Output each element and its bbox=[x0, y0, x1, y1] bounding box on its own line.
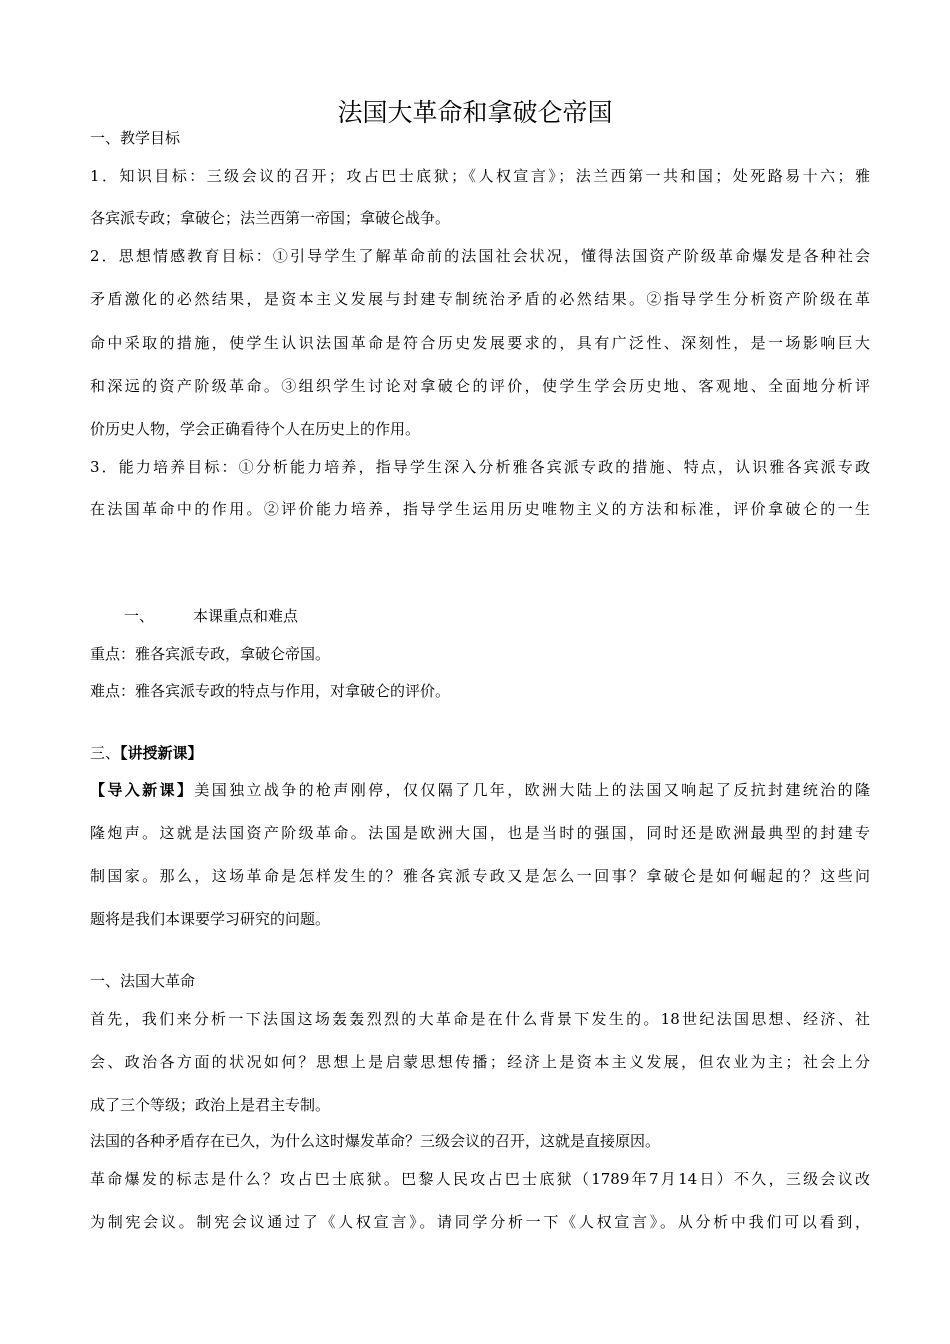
background-line2: 会、政治各方面的状况如何？思想上是启蒙思想传播；经济上是资本主义发展，但农业为主；社会上分 bbox=[90, 1053, 870, 1071]
section2-heading: 本课重点和难点 bbox=[193, 607, 299, 625]
section1-heading: 一、教学目标 bbox=[90, 129, 181, 147]
key-point: 重点：雅各宾派专政，拿破仑帝国。 bbox=[90, 645, 331, 663]
objective-emotion-line2: 矛盾激化的必然结果，是资本主义发展与封建专制统治矛盾的必然结果。②指导学生分析资产阶级在革 bbox=[90, 290, 870, 308]
document-title: 法国大革命和拿破仑帝国 bbox=[337, 98, 613, 127]
objective-knowledge-line2: 各宾派专政；拿破仑；法兰西第一帝国；拿破仑战争。 bbox=[90, 209, 451, 227]
section3-number: 三、 bbox=[90, 744, 121, 762]
background-line3: 成了三个等级；政治上是君主专制。 bbox=[90, 1096, 331, 1114]
objective-ability-line1: 3．能力培养目标：①分析能力培养，指导学生深入分析雅各宾派专政的措施、特点，认识雅各宾派专政 bbox=[90, 458, 870, 476]
section3-heading bbox=[90, 742, 870, 764]
intro-label: 【导入新课】 bbox=[90, 781, 195, 799]
objective-emotion-line1: 2．思想情感教育目标：①引导学生了解革命前的法国社会状况，懂得法国资产阶级革命爆发是各种社会 bbox=[90, 247, 870, 265]
section3-title: 【讲授新课】 bbox=[120, 744, 203, 762]
objective-emotion-line5: 价历史人物，学会正确看待个人在历史上的作用。 bbox=[90, 420, 421, 438]
revolution-line2: 为制宪会议。制宪会议通过了《人权宣言》。请同学分析一下《人权宣言》。从分析中我们可以看到， bbox=[90, 1213, 870, 1231]
difficulty: 难点：雅各宾派专政的特点与作用，对拿破仑的评价。 bbox=[90, 682, 451, 700]
intro-line3: 制国家。那么，这场革命是怎样发生的？雅各宾派专政又是怎么一回事？拿破仑是如何崛起的？这些问 bbox=[90, 867, 870, 885]
objective-knowledge-line1: 1．知识目标：三级会议的召开；攻占巴士底狱；《人权宣言》；法兰西第一共和国；处死路易十六；雅 bbox=[90, 167, 870, 185]
objective-emotion-line4: 和深远的资产阶级革命。③组织学生讨论对拿破仑的评价，使学生学会历史地、客观地、全面地分析评 bbox=[90, 377, 870, 395]
objective-emotion-line3: 命中采取的措施，使学生认识法国革命是符合历史发展要求的，具有广泛性、深刻性，是一场影响巨大 bbox=[90, 334, 870, 352]
intro-line4: 题将是我们本课要学习研究的问题。 bbox=[90, 910, 331, 928]
background-line1: 首先，我们来分析一下法国这场轰轰烈烈的大革命是在什么背景下发生的。18世纪法国思想、经济、社 bbox=[90, 1010, 870, 1028]
intro-text: 美国独立战争的枪声刚停，仅仅隔了几年，欧洲大陆上的法国又响起了反抗封建统治的隆 bbox=[194, 781, 870, 799]
section2-number: 一、 bbox=[124, 607, 155, 625]
intro-line1 bbox=[90, 779, 870, 801]
revolution-line1: 革命爆发的标志是什么？攻占巴士底狱。巴黎人民攻占巴士底狱（1789年7月14日）不久，三级会议改 bbox=[90, 1170, 870, 1188]
intro-line2: 隆炮声。这就是法国资产阶级革命。法国是欧洲大国，也是当时的强国，同时还是欧洲最典型的封建专 bbox=[90, 824, 870, 842]
objective-ability-line2: 在法国革命中的作用。②评价能力培养，指导学生运用历史唯物主义的方法和标准，评价拿破仑的一生 bbox=[90, 500, 870, 518]
direct-cause: 法国的各种矛盾存在已久，为什么这时爆发革命？三级会议的召开，这就是直接原因。 bbox=[90, 1132, 661, 1150]
part1-heading: 一、法国大革命 bbox=[90, 972, 196, 990]
